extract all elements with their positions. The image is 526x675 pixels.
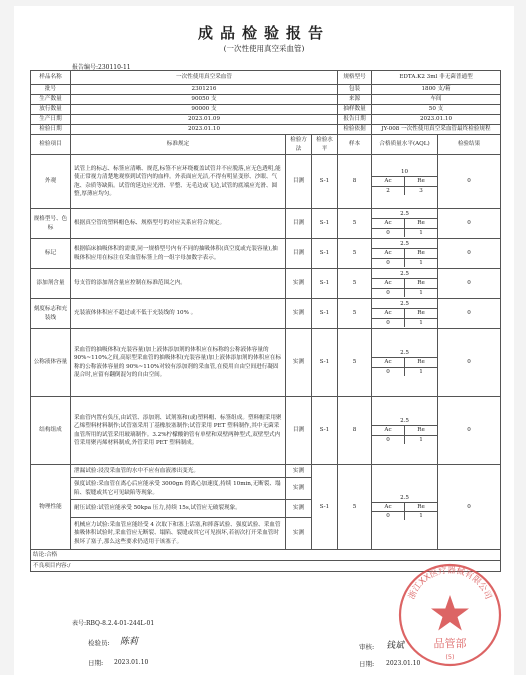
ac-value: 0 xyxy=(372,258,405,267)
col-method: 检验方法 xyxy=(286,135,312,155)
value-sample-qty: 50 支 xyxy=(372,105,501,115)
aql-cell xyxy=(372,239,438,269)
seal-ring-text: 浙江XX医疗器械有限公司 xyxy=(406,565,494,601)
re-value: 1 xyxy=(419,513,423,520)
value-product-name: 一次性使用真空采血管 xyxy=(71,71,338,85)
auditor-date: 2023.01.10 xyxy=(386,660,421,667)
col-result: 检验结果 xyxy=(438,135,501,155)
aql-value: 2.5 xyxy=(372,494,437,503)
item-appearance: 外观 xyxy=(31,155,71,209)
standard-mechanical-test: 机械应力试验:采血管应能经受 4 次取下和塞上话塞,和摔落试验、强度试验、采血管抽吸体积试验时,采血管应无断裂、塌陷、裂缝或其它可见损坏,若初次打开采血管时损坏了塞子,那么这些要求仍适用于该塞子。 xyxy=(71,518,286,550)
method-cell: 目测 xyxy=(286,397,312,465)
col-level: 检验水平 xyxy=(312,135,338,155)
label-inspection-date: 检验日期 xyxy=(31,125,71,135)
ac-value: 0 xyxy=(372,512,405,521)
ac-header: Ac xyxy=(372,219,405,228)
re-value: 3 xyxy=(419,187,423,194)
re-header: Re xyxy=(405,502,438,511)
aql-cell xyxy=(372,329,438,397)
re-value: 1 xyxy=(419,319,423,326)
col-item: 检验项目 xyxy=(31,135,71,155)
level-cell: S-1 xyxy=(312,465,338,550)
value-package: 1800 支/箱 xyxy=(372,85,501,95)
conclusion-value: 合格 xyxy=(46,551,58,558)
report-title: 成品检验报告 xyxy=(197,24,330,42)
label-spec: 规格型号 xyxy=(338,71,372,85)
aql-value: 2.5 xyxy=(372,240,437,249)
item-nominal-volume: 公称液体容量 xyxy=(31,329,71,397)
conclusion-row: 结论:合格 xyxy=(31,550,501,561)
method-cell: 实测 xyxy=(286,465,312,478)
re-header: Re xyxy=(405,309,438,318)
aql-value: 2.5 xyxy=(372,210,437,219)
value-source: 车间 xyxy=(372,95,501,105)
aql-value: 2.5 xyxy=(372,300,437,309)
label-product-name: 样品名称 xyxy=(31,71,71,85)
ac-header: Ac xyxy=(372,177,405,186)
result-cell: 0 xyxy=(438,269,501,299)
standard-marking: 根据临床抽吸体积的需要,同一规格型号内有不同的抽吸体积(真空度或充装容量),抽吸体积应用在标注在采血管标签上的一组字母加数字表示。 xyxy=(71,239,286,269)
ac-value: 0 xyxy=(372,288,405,297)
date-label-2: 日期: xyxy=(359,660,375,668)
method-cell: 目测 xyxy=(286,209,312,239)
level-cell: S-1 xyxy=(312,397,338,465)
standard-fill-line: 充装液体体积应不超过或不低于充装线的 10% 。 xyxy=(71,299,286,329)
value-report-date: 2023.01.10 xyxy=(372,115,501,125)
sample-cell: 5 xyxy=(338,239,372,269)
item-additive: 添加剂含量 xyxy=(31,269,71,299)
result-cell: 0 xyxy=(438,209,501,239)
ac-header: Ac xyxy=(372,309,405,318)
method-cell: 目测 xyxy=(286,239,312,269)
ac-header: Ac xyxy=(372,502,405,511)
col-sample: 样本 xyxy=(338,135,372,155)
col-aql: 合格质量水平(AQL) xyxy=(372,135,438,155)
aql-cell xyxy=(372,397,438,465)
ac-value: 2 xyxy=(372,186,405,195)
inspector-signature: 陈莉 xyxy=(120,637,139,647)
form-number: 表号:RBQ-8.2.4-01-244L-01 xyxy=(72,620,155,627)
nonconform-row: 不良项目内容:/ xyxy=(31,561,501,572)
seal-code-text: (5) xyxy=(445,653,455,661)
label-batch: 批号 xyxy=(31,85,71,95)
value-inspection-date: 2023.01.10 xyxy=(71,125,338,135)
standard-strength-test: 强度试验:采血管在离心后应能承受 3000gn 的离心加速度,持续 10min,无断裂、塌陷、裂缝或其它可见缺陷等现象。 xyxy=(71,478,286,500)
aql-value: 10 xyxy=(372,168,437,177)
result-cell: 0 xyxy=(438,155,501,209)
sample-cell: 5 xyxy=(338,269,372,299)
standard-additive: 每支管的添加剂含量应控制在标准范围之内。 xyxy=(71,269,286,299)
aql-cell xyxy=(372,299,438,329)
ac-value: 0 xyxy=(372,318,405,327)
sample-cell: 8 xyxy=(338,155,372,209)
re-header: Re xyxy=(405,426,438,435)
ac-header: Ac xyxy=(372,279,405,288)
sample-cell: 5 xyxy=(338,329,372,397)
label-basis: 检验依据 xyxy=(338,125,372,135)
svg-text:浙江XX医疗器械有限公司 xyxy=(406,565,493,601)
result-cell: 0 xyxy=(438,397,501,465)
label-report-date: 报告日期 xyxy=(338,115,372,125)
re-value: 1 xyxy=(419,368,423,375)
level-cell: S-1 xyxy=(312,155,338,209)
label-source: 来源 xyxy=(338,95,372,105)
item-marking: 标记 xyxy=(31,239,71,269)
level-cell: S-1 xyxy=(312,239,338,269)
item-structure: 结构组成 xyxy=(31,397,71,465)
item-physical: 物理性能 xyxy=(31,465,71,550)
standard-leak-test: 泄漏试验:浸没采血管的水中不应有血液渗出变光。 xyxy=(71,465,286,478)
value-batch: 2301216 xyxy=(71,85,338,95)
value-release-qty: 90000 支 xyxy=(71,105,338,115)
label-sample-qty: 抽样数量 xyxy=(338,105,372,115)
result-cell: 0 xyxy=(438,329,501,397)
ac-value: 0 xyxy=(372,435,405,444)
method-cell: 实测 xyxy=(286,299,312,329)
aql-value: 2.5 xyxy=(372,417,437,426)
aql-cell xyxy=(372,269,438,299)
re-value: 1 xyxy=(419,259,423,266)
nonconform-value: / xyxy=(68,562,71,569)
auditor-label: 审核: xyxy=(359,643,375,651)
value-spec: EDTA.K2 3ml 非无菌普通型 xyxy=(372,71,501,85)
standard-spec-color: 根据真空管的塑料帽色标、规格型号的对应关系应符合规定。 xyxy=(71,209,286,239)
aql-cell xyxy=(372,155,438,209)
label-production-qty: 生产数量 xyxy=(31,95,71,105)
ac-header: Ac xyxy=(372,426,405,435)
sample-cell: 5 xyxy=(338,465,372,550)
re-header: Re xyxy=(405,177,438,186)
inspection-table xyxy=(30,70,501,572)
method-cell: 目测 xyxy=(286,155,312,209)
value-basis: JY-008 一次性使用真空采血管最终检验规程 xyxy=(372,125,501,135)
aql-value: 2.5 xyxy=(372,349,437,358)
method-cell: 实测 xyxy=(286,478,312,500)
ac-value: 0 xyxy=(372,228,405,237)
level-cell: S-1 xyxy=(312,209,338,239)
re-header: Re xyxy=(405,249,438,258)
result-cell: 0 xyxy=(438,239,501,269)
level-cell: S-1 xyxy=(312,329,338,397)
level-cell: S-1 xyxy=(312,269,338,299)
company-seal xyxy=(396,561,504,669)
method-cell: 实测 xyxy=(286,329,312,397)
ac-value: 0 xyxy=(372,367,405,376)
report-number: 报告编号:230110-11 xyxy=(72,64,131,71)
item-fill-line: 刻度标志和充装线 xyxy=(31,299,71,329)
sample-cell: 8 xyxy=(338,397,372,465)
label-production-date: 生产日期 xyxy=(31,115,71,125)
re-value: 1 xyxy=(419,229,423,236)
inspector-date: 2023.01.10 xyxy=(114,659,149,666)
aql-cell xyxy=(372,209,438,239)
standard-appearance: 试管上的标志、标签应清晰、规范,标签不应环绕覆盖试管并不应脱落,应无色透明,能使正常视力清楚地观察到试管内的血样。外表面应光洁,不得有明显变形、沙眼、气泡、杂质等缺陷。试管的延边应光滑、平整、无毛边或飞边,试管的底端应光滑、圆整,厚薄应均匀。 xyxy=(71,155,286,209)
sample-cell: 5 xyxy=(338,209,372,239)
col-standard: 标准规定 xyxy=(71,135,286,155)
report-page xyxy=(14,6,514,675)
sample-cell: 5 xyxy=(338,299,372,329)
standard-structure: 采血管内置有负压,由试管、添加剂、试剂塞和(或)塑料帽、标签组成。塑料帽采用聚乙烯塑料材料制作;试管塞采用丁基橡胶塞制作;试管采用 PET 塑料制作,其中无菌采血管所用的试管采用玻璃制作。3.2%柠檬酸钠管有单壁和双壁两种型式,双壁型式内管采用聚丙烯材料制成,外管采用 PET 塑料制成。 xyxy=(71,397,286,465)
result-cell: 0 xyxy=(438,299,501,329)
label-release-qty: 放行数量 xyxy=(31,105,71,115)
inspector-label: 检验员: xyxy=(88,639,110,647)
result-cell: 0 xyxy=(438,465,501,550)
ac-header: Ac xyxy=(372,249,405,258)
method-cell: 实测 xyxy=(286,500,312,518)
item-spec-color: 规格型号、色标 xyxy=(31,209,71,239)
re-value: 1 xyxy=(419,289,423,296)
method-cell: 实测 xyxy=(286,269,312,299)
re-value: 1 xyxy=(419,436,423,443)
value-production-date: 2023.01.09 xyxy=(71,115,338,125)
re-header: Re xyxy=(405,219,438,228)
aql-cell xyxy=(372,465,438,550)
method-cell: 实测 xyxy=(286,518,312,550)
re-header: Re xyxy=(405,358,438,367)
aql-value: 2.5 xyxy=(372,270,437,279)
auditor-signature: 钱斌 xyxy=(386,641,405,651)
date-label-1: 日期: xyxy=(88,659,104,667)
value-production-qty: 90050 支 xyxy=(71,95,338,105)
seal-dept-text: 品管部 xyxy=(433,637,467,650)
level-cell: S-1 xyxy=(312,299,338,329)
standard-nominal-volume: 采血管的抽吸体积(充装容量)加上液体添加剂的体积应在标称的公称液体容量的 90%~110%之间,高原型采血管的抽吸体积(充装容量)加上液体添加剂的体积应在标称的公称液体容量的 90%~110%对较有添加剂的采血管,在使用自由空间进行凝固混合时,应留有翻倒混匀的自由空间。 xyxy=(71,329,286,397)
report-subtitle: (一次性使用真空采血管) xyxy=(223,44,305,53)
label-package: 包装 xyxy=(338,85,372,95)
ac-header: Ac xyxy=(372,358,405,367)
re-header: Re xyxy=(405,279,438,288)
standard-pressure-test: 耐压试验:试管应能承受 50kpa 压力,持续 15s,试管应无破裂现象。 xyxy=(71,500,286,518)
